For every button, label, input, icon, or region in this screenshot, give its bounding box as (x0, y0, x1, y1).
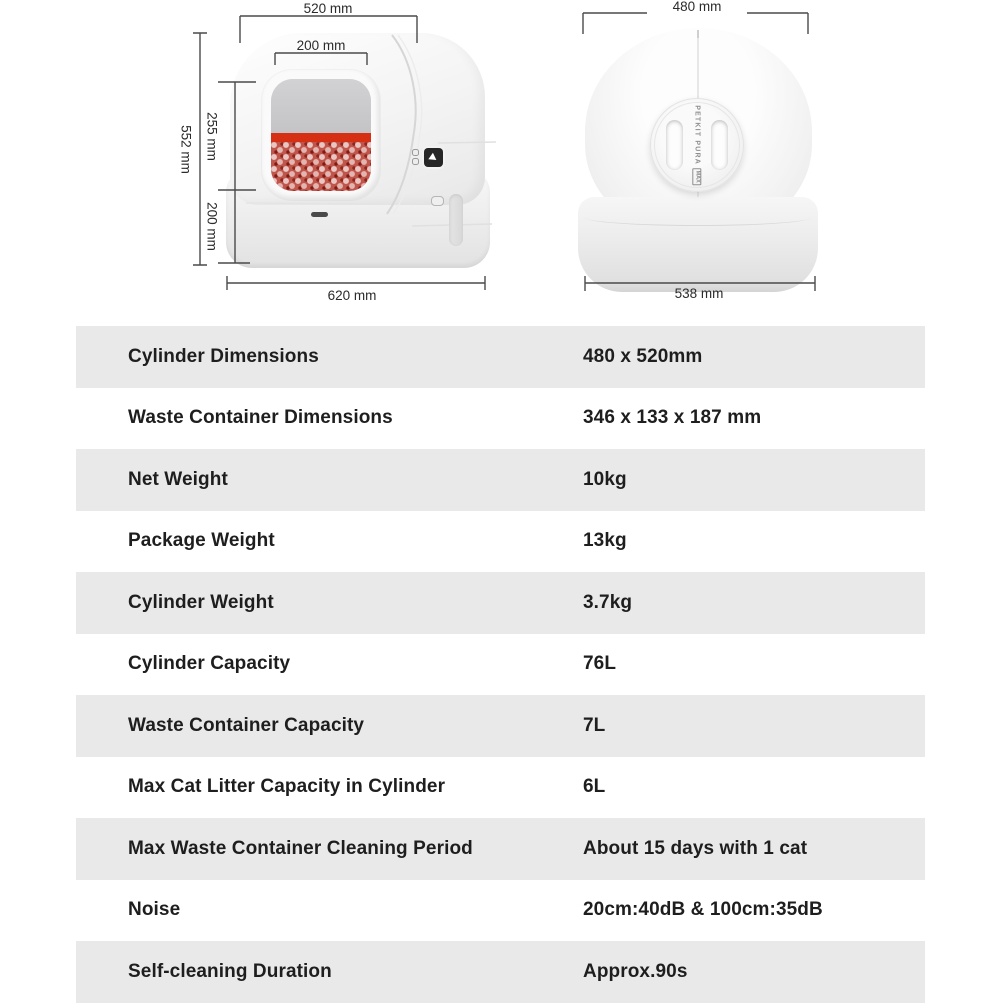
spec-value: 6L (583, 776, 606, 798)
entry-opening-interior (271, 79, 371, 191)
red-edge-strip (271, 133, 371, 142)
spec-value: 3.7kg (583, 591, 633, 613)
table-row (76, 695, 925, 757)
dimension-label-opening-height: 255 mm (204, 112, 220, 161)
camera-icon (428, 152, 438, 163)
spec-value: 13kg (583, 530, 627, 552)
top-knob (650, 98, 744, 192)
spec-label: Self-cleaning Duration (128, 960, 332, 982)
table-row (76, 818, 925, 880)
spec-value: 20cm:40dB & 100cm:35dB (583, 899, 823, 921)
rear-view-diagram (555, 0, 845, 312)
camera-module (424, 148, 443, 167)
spec-label: Package Weight (128, 530, 275, 552)
table-row (76, 941, 925, 1003)
litter-texture (271, 142, 371, 191)
spec-label: Max Waste Container Cleaning Period (128, 837, 473, 859)
spec-value: Approx.90s (583, 960, 688, 982)
spec-value: 346 x 133 x 187 mm (583, 407, 762, 429)
front-view-diagram (150, 0, 530, 320)
dimension-label-rear-top-width: 480 mm (647, 0, 747, 14)
spec-value: 76L (583, 653, 617, 675)
base-lip-line (585, 209, 811, 226)
brand-label (693, 105, 702, 185)
spec-label: Cylinder Dimensions (128, 345, 319, 367)
spec-label: Waste Container Capacity (128, 714, 365, 736)
dimension-label-top-width: 520 mm (303, 1, 353, 16)
spec-label: Cylinder Weight (128, 591, 274, 613)
dimension-label-rear-bottom-width: 538 mm (674, 286, 724, 301)
entry-opening (262, 70, 380, 200)
spec-value: 480 x 520mm (583, 345, 703, 367)
sensor-dot-icon (412, 149, 419, 156)
latch-button (431, 196, 444, 206)
spec-label: Cylinder Capacity (128, 653, 291, 675)
table-row (76, 449, 925, 511)
interior-back-wall (271, 79, 371, 133)
table-row (76, 511, 925, 573)
spec-value: 7L (583, 714, 606, 736)
brand-text: PETKIT PURA (693, 104, 701, 165)
max-badge: MAX (693, 168, 702, 185)
table-row (76, 326, 925, 388)
dimension-label-total-height: 552 mm (178, 125, 194, 174)
side-handle-groove (449, 194, 463, 246)
dimension-label-lower-height: 200 mm (204, 202, 220, 251)
table-row (76, 880, 925, 942)
knob-slot-left (666, 120, 683, 170)
table-row (76, 572, 925, 634)
dimension-label-opening-width: 200 mm (296, 38, 346, 53)
rear-base (578, 197, 818, 292)
spec-value: About 15 days with 1 cat (583, 837, 808, 859)
table-row (76, 757, 925, 819)
table-row (76, 634, 925, 696)
knob-slot-right (711, 120, 728, 170)
drawer-slot (311, 212, 328, 217)
spec-label: Waste Container Dimensions (128, 407, 393, 429)
spec-table (76, 326, 925, 1003)
dimension-label-bottom-width: 620 mm (327, 288, 377, 303)
spec-label: Noise (128, 899, 181, 921)
spec-value: 10kg (583, 468, 627, 490)
sensor-dot-icon (412, 158, 419, 165)
spec-label: Max Cat Litter Capacity in Cylinder (128, 776, 446, 798)
table-row (76, 388, 925, 450)
spec-label: Net Weight (128, 468, 228, 490)
sensor-indicators (412, 149, 420, 167)
